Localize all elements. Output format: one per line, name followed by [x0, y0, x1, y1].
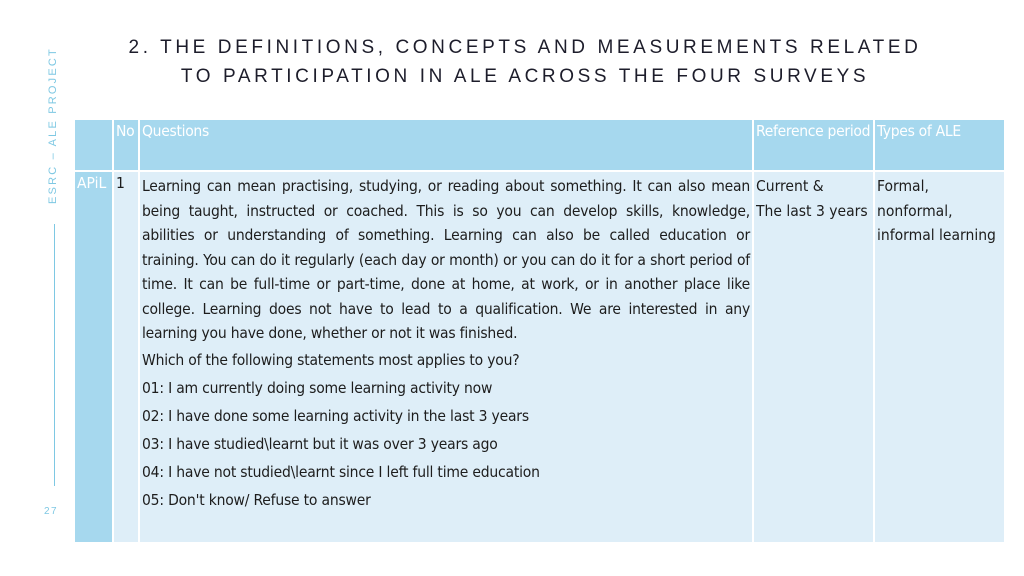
question-text: Learning can mean practising, studying, or reading about something. It can also mean being taught, instructed or coached. This is so you can develop skills, knowledge, abilities or understanding of something. Learning can also be called education or training. You can do it regularly (each day or month) or you can do it for a short period of time. It can be full-time or part-time, done at home, at work, or in another place like college. Learning does not have to lead to a qualification. We are interested in any learning you have done, whether or not it was finished.: [142, 177, 750, 342]
question-number: 1: [114, 172, 138, 542]
header-types-of-ale: Types of ALE: [875, 120, 1004, 170]
page-number: 27: [44, 506, 59, 517]
header-survey: [75, 120, 112, 170]
header-questions: Questions: [140, 120, 752, 170]
table-row: [75, 172, 1004, 542]
ale-type-line: nonformal,: [877, 201, 953, 220]
question-cell: [140, 172, 752, 542]
reference-period-line: The last 3 years: [756, 201, 868, 220]
survey-table: [73, 118, 1006, 544]
title-line-2: TO PARTICIPATION IN ALE ACROSS THE FOUR SURVEYS: [180, 66, 870, 87]
header-no: No: [114, 120, 138, 170]
ale-types-cell: [875, 172, 1004, 542]
side-divider: [54, 224, 55, 486]
answer-option: 03: I have studied\learnt but it was over 3 years ago: [142, 434, 498, 453]
reference-period-cell: [754, 172, 873, 542]
table-header-row: [75, 120, 1004, 170]
slide-title: [80, 33, 970, 91]
ale-type-line: Formal,: [877, 177, 929, 195]
header-reference-period: Reference period: [754, 120, 873, 170]
title-line-1: 2. THE DEFINITIONS, CONCEPTS AND MEASUREMENTS RELATED: [128, 37, 922, 58]
answer-option: 05: Don't know/ Refuse to answer: [142, 490, 371, 509]
survey-name: APiL: [75, 172, 112, 542]
ale-type-line: informal learning: [877, 226, 996, 244]
answer-option: 04: I have not studied\learnt since I left full time education: [142, 462, 540, 481]
answer-option: 02: I have done some learning activity in the last 3 years: [142, 406, 529, 425]
side-project-label: ESRC – ALE PROJECT: [47, 47, 59, 204]
answer-option: 01: I am currently doing some learning activity now: [142, 378, 493, 397]
question-prompt: Which of the following statements most applies to you?: [142, 350, 520, 369]
reference-period-line: Current &: [756, 177, 824, 195]
